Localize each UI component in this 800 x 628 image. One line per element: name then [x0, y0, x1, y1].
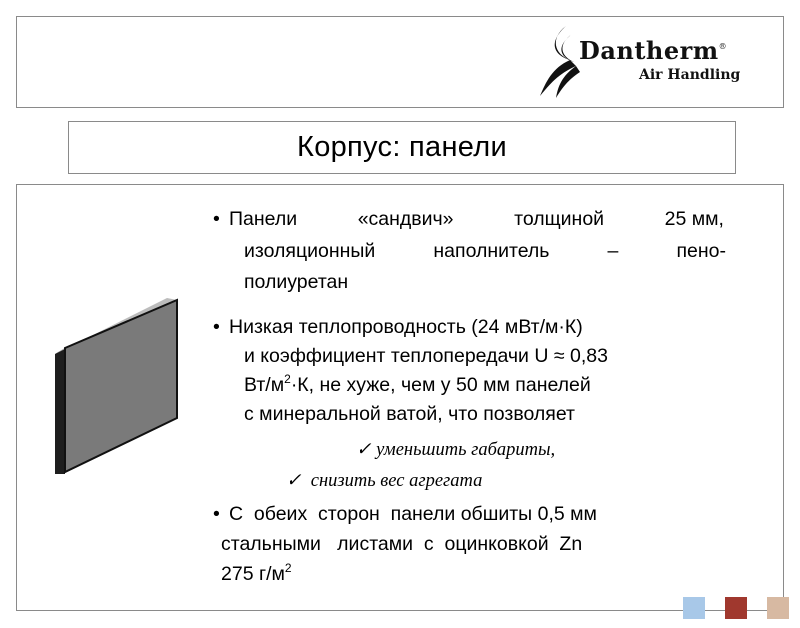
check-text: уменьшить габариты, — [376, 440, 556, 460]
bullet-1-line-2 — [244, 242, 726, 262]
text-fragment: пено- — [676, 240, 726, 262]
footer-square-blue — [683, 597, 705, 619]
bullet-3-line-1: С обеих сторон панели обшиты 0,5 мм — [229, 503, 597, 525]
swoosh-icon — [536, 24, 584, 100]
text-fragment: толщиной — [514, 208, 605, 230]
text-fragment: 25 мм, — [664, 208, 724, 230]
bullet-1-line-1 — [229, 210, 724, 230]
bullet-2-marker: • — [213, 316, 220, 338]
check-item-2 — [286, 472, 482, 491]
bullet-1-marker: • — [213, 208, 220, 230]
bullet-2-line-2: и коэффициент теплопередачи U ≈ 0,83 — [244, 345, 608, 367]
text-fragment: – — [607, 240, 619, 262]
text-fragment: наполнитель — [433, 240, 550, 262]
bullet-2-line-4: с минеральной ватой, что позволяет — [244, 403, 575, 425]
bullet-3-line-3 — [221, 561, 292, 585]
bullet-1-line-3: полиуретан — [244, 271, 349, 293]
superscript: 2 — [284, 561, 292, 575]
sandwich-panel-illustration — [53, 296, 183, 476]
footer-square-red — [725, 597, 747, 619]
text-fragment: изоляционный — [244, 240, 376, 262]
dantherm-logo — [536, 24, 766, 100]
brand-subtitle: Air Handling — [639, 67, 741, 83]
superscript: 2 — [284, 372, 291, 386]
checkmark-icon: ✓ — [286, 471, 302, 491]
text-fragment: 275 г/м — [221, 563, 285, 585]
check-item-1 — [356, 441, 555, 460]
text-fragment: Панели — [229, 208, 298, 230]
text-fragment: «сандвич» — [357, 208, 454, 230]
bullet-2-line-3 — [244, 372, 591, 396]
bullet-2-line-1: Низкая теплопроводность (24 мВт/м·К) — [229, 316, 583, 338]
bullet-3-marker: • — [213, 503, 220, 525]
checkmark-icon: ✓ — [356, 440, 372, 460]
check-text: снизить вес агрегата — [310, 471, 483, 491]
slide-title: Корпус: панели — [297, 131, 507, 163]
footer-square-beige — [767, 597, 789, 619]
title-box — [68, 121, 736, 174]
text-fragment: Вт/м — [244, 374, 285, 396]
bullet-3-line-2: стальными листами с оцинковкой Zn — [221, 533, 583, 555]
text-fragment: ·К, не хуже, чем у 50 мм панелей — [290, 374, 591, 396]
brand-name: Dantherm® — [579, 36, 728, 65]
